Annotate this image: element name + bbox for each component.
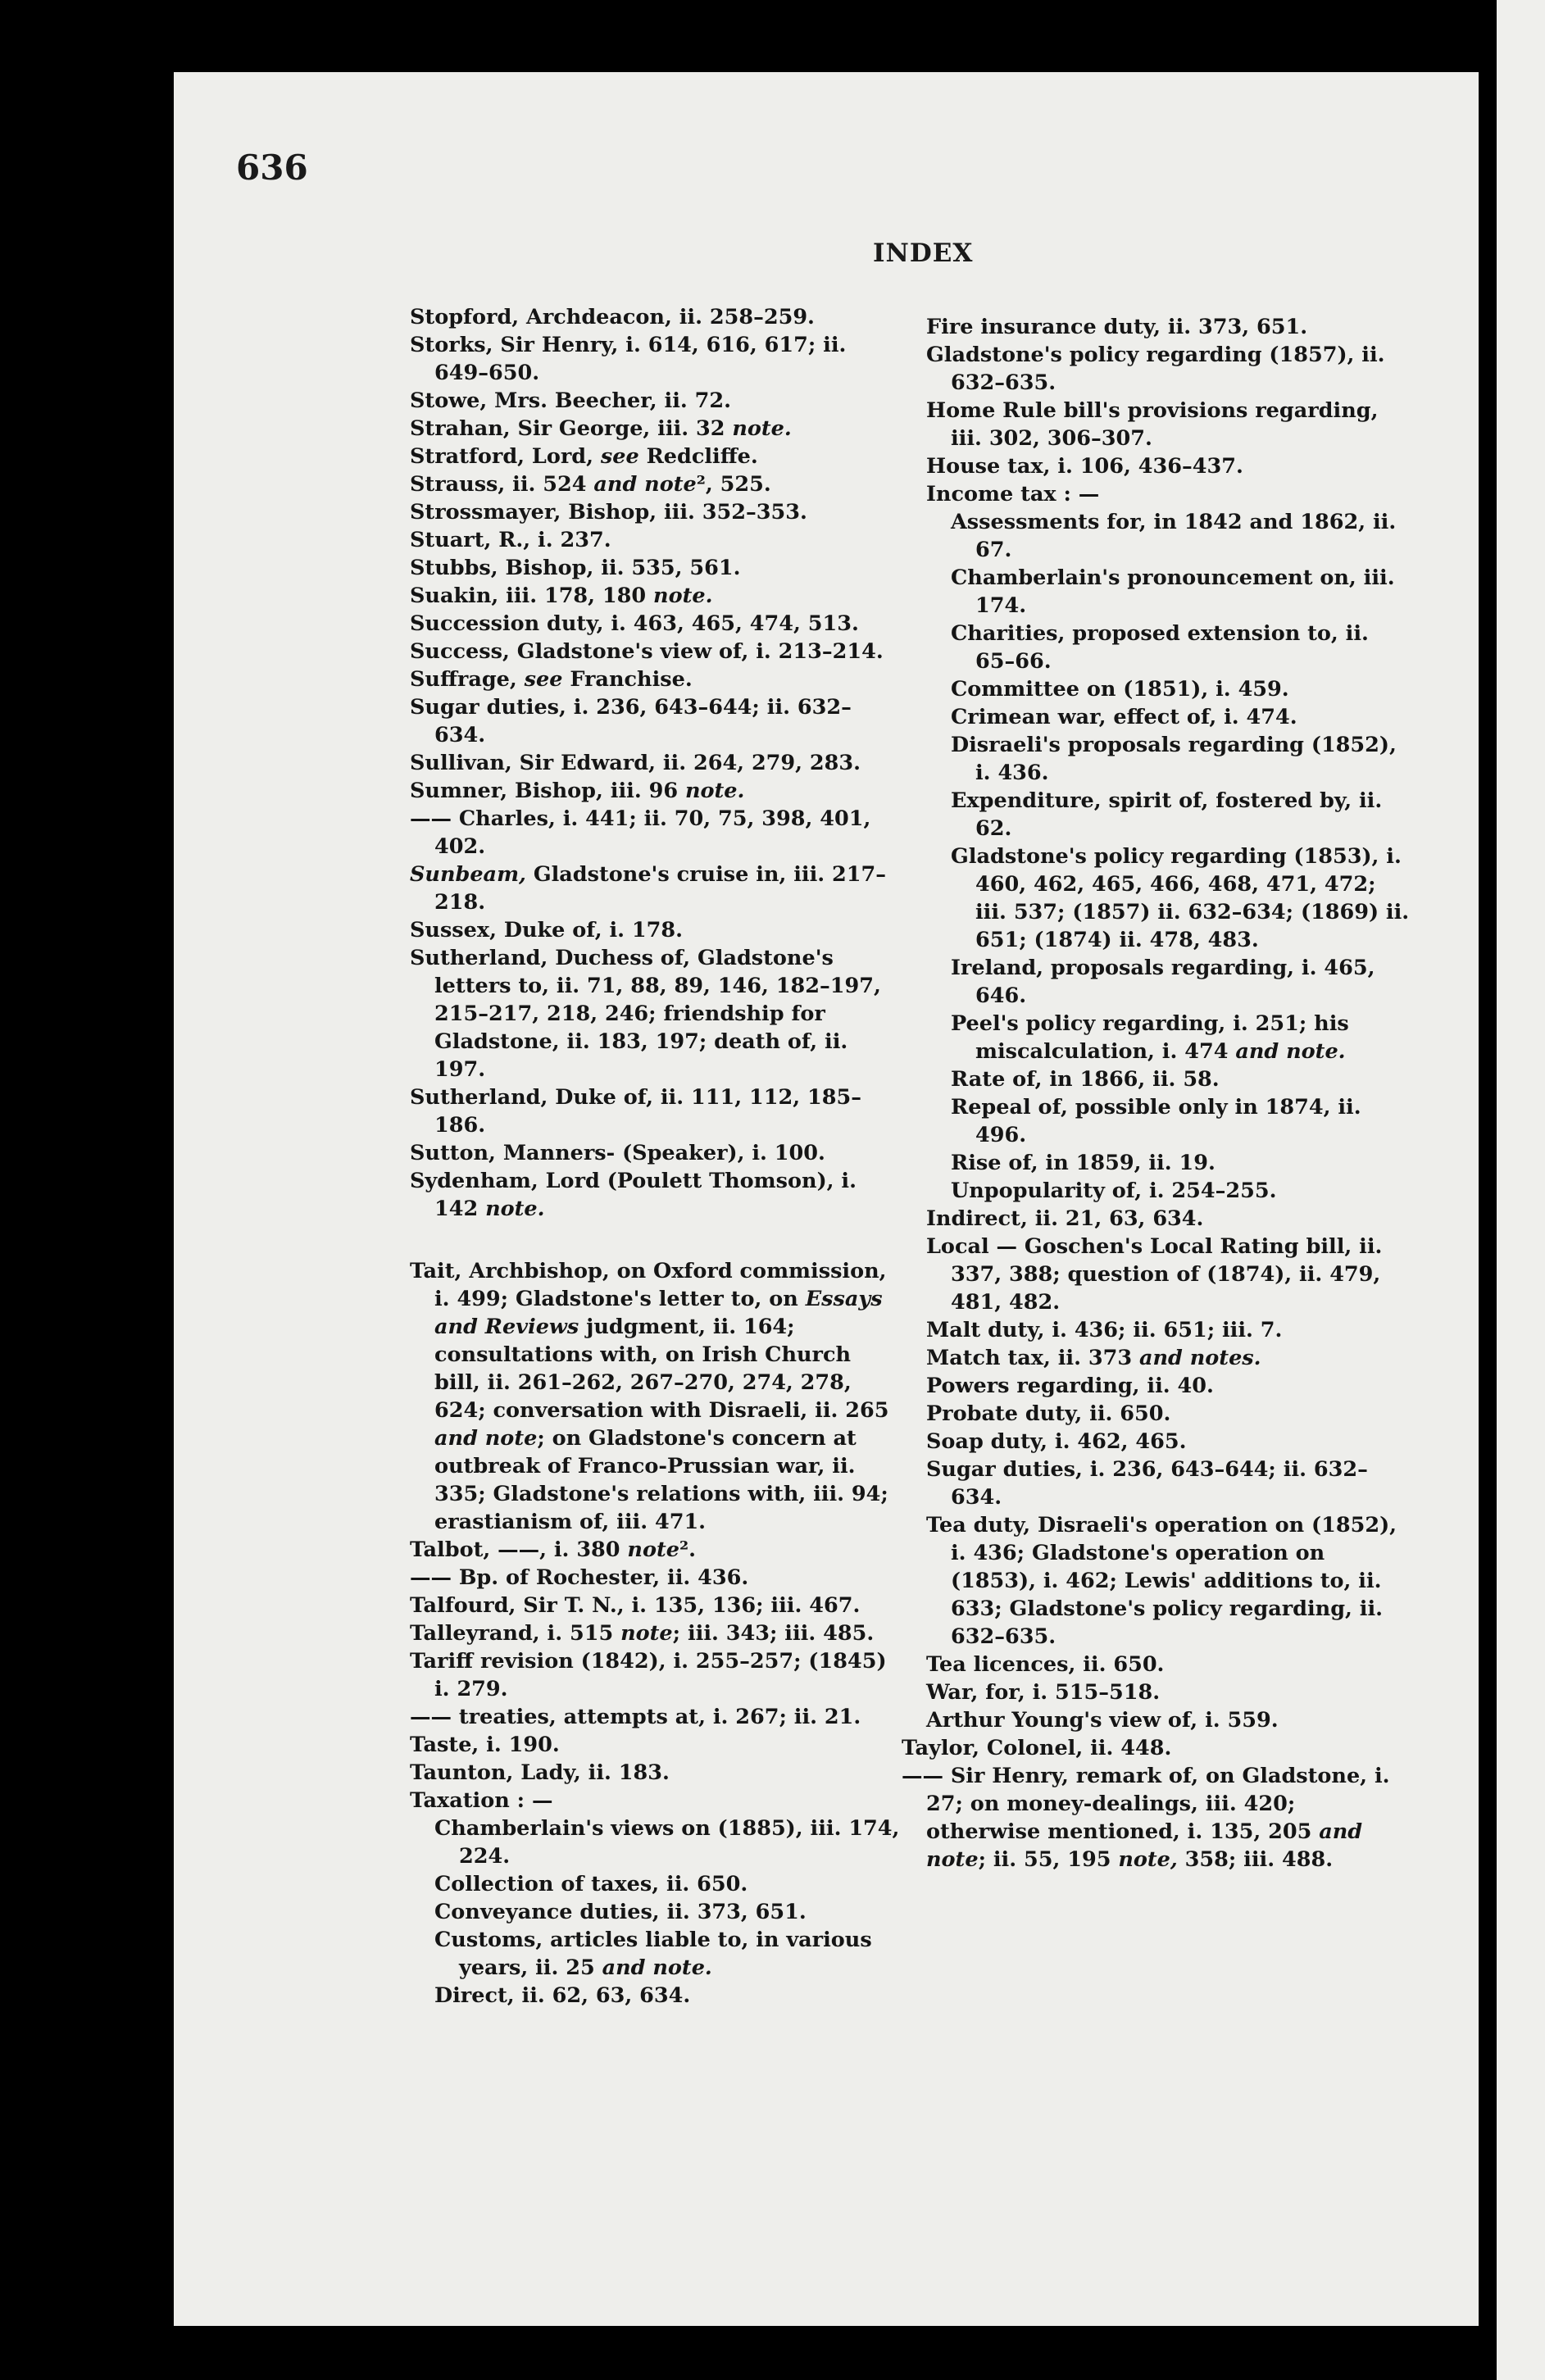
index-entry-text: Sydenham, Lord (Poulett Thomson), i. 142: [410, 1169, 857, 1221]
index-entry-text: Essays and Reviews: [434, 1287, 883, 1339]
index-entry-text: Collection of taxes, ii. 650.: [434, 1872, 748, 1896]
index-entry-text: Unpopularity of, i. 254–255.: [951, 1179, 1277, 1203]
index-entry: [410, 1870, 902, 1898]
index-entry: [410, 1647, 902, 1703]
index-entry-text: Strauss, ii. 524: [410, 472, 594, 497]
index-entry: [410, 693, 902, 749]
index-entry: [410, 805, 902, 861]
index-entry-text: Strahan, Sir George, iii. 32: [410, 416, 733, 441]
index-entry: [902, 452, 1410, 480]
index-entry-text: Suffrage,: [410, 667, 525, 692]
index-entry-text: Talbot, ——, i. 380: [410, 1537, 628, 1562]
index-entry: [410, 1536, 902, 1564]
index-entry: [902, 313, 1410, 341]
index-entry-text: Sugar duties, i. 236, 643–644; ii. 632–634.: [926, 1457, 1368, 1510]
index-entry: [902, 675, 1410, 703]
index-entry-text: and note.: [602, 1955, 712, 1980]
index-entry-text: Fire insurance duty, ii. 373, 651.: [926, 315, 1308, 339]
index-entry-text: note: [620, 1621, 673, 1646]
index-entry: [410, 861, 902, 916]
index-entry-text: Redcliffe.: [638, 444, 758, 469]
adjacent-page-edge: [1497, 0, 1545, 2380]
index-entry-text: Storks, Sir Henry, i. 614, 616, 617; ii. 649–650.: [410, 333, 847, 385]
index-entry: [410, 1898, 902, 1926]
index-column-right: [902, 313, 1410, 1874]
index-entry-text: Indirect, ii. 21, 63, 634.: [926, 1206, 1204, 1231]
index-entry-text: see: [524, 667, 563, 692]
index-entry: [410, 1703, 902, 1731]
index-entry-text: Sullivan, Sir Edward, ii. 264, 279, 283.: [410, 751, 861, 775]
index-entry: [410, 1564, 902, 1592]
index-entry-text: note.: [485, 1197, 545, 1221]
index-entry-text: ; ii. 55, 195: [978, 1847, 1119, 1872]
index-entry-text: ; iii. 343; iii. 485.: [672, 1621, 875, 1646]
index-entry-text: —— Charles, i. 441; ii. 70, 75, 398, 401, 402.: [410, 806, 871, 859]
index-entry: [410, 1787, 902, 1815]
index-entry-text: Suakin, iii. 178, 180: [410, 584, 654, 608]
index-entry-text: Gladstone's cruise in, iii. 217–218.: [434, 862, 887, 915]
index-entry-text: ².: [679, 1537, 697, 1562]
index-entry: [902, 1372, 1410, 1400]
index-entry: [902, 703, 1410, 731]
index-entry: [410, 303, 902, 331]
index-entry: [902, 1344, 1410, 1372]
index-entry: [902, 1678, 1410, 1706]
index-entry: [410, 1731, 902, 1759]
index-entry-text: Stratford, Lord,: [410, 444, 601, 469]
index-entry-text: note.: [684, 779, 745, 803]
index-entry-text: Sutton, Manners- (Speaker), i. 100.: [410, 1141, 825, 1165]
index-entry-text: —— Bp. of Rochester, ii. 436.: [410, 1565, 749, 1590]
index-entry-text: Soap duty, i. 462, 465.: [926, 1429, 1187, 1454]
index-entry-text: Taste, i. 190.: [410, 1733, 560, 1757]
index-entry-text: Success, Gladstone's view of, i. 213–214.: [410, 639, 884, 664]
index-entry-text: Stuart, R., i. 237.: [410, 528, 611, 552]
index-entry-text: Strossmayer, Bishop, iii. 352–353.: [410, 500, 807, 525]
running-head: INDEX: [873, 238, 974, 268]
index-entry-text: —— Sir Henry, remark of, on Gladstone, i. 27; on money-dealings, iii. 420; otherwise mentioned, i. 135, 205: [902, 1764, 1390, 1844]
index-entry-text: Home Rule bill's provisions regarding, iii. 302, 306–307.: [926, 398, 1379, 451]
index-entry: [410, 1139, 902, 1167]
index-entry: [902, 787, 1410, 843]
index-entry-text: Sumner, Bishop, iii. 96: [410, 779, 685, 803]
index-entry-text: Income tax : —: [926, 482, 1100, 506]
index-entry: [410, 1619, 902, 1647]
index-entry: [410, 777, 902, 805]
index-entry-text: note: [627, 1537, 679, 1562]
index-entry-text: Stopford, Archdeacon, ii. 258–259.: [410, 305, 815, 329]
index-entry-text: Conveyance duties, ii. 373, 651.: [434, 1900, 807, 1924]
index-entry-text: Customs, articles liable to, in various years, ii. 25: [434, 1928, 872, 1980]
index-entry-text: Taunton, Lady, ii. 183.: [410, 1760, 670, 1785]
index-entry: [902, 843, 1410, 954]
index-entry-text: Talfourd, Sir T. N., i. 135, 136; iii. 467.: [410, 1593, 861, 1618]
index-entry: [902, 1511, 1410, 1651]
index-entry: [902, 564, 1410, 620]
index-entry: [902, 954, 1410, 1010]
index-entry: [410, 749, 902, 777]
index-entry-text: and notes.: [1138, 1346, 1261, 1370]
index-entry-text: note.: [732, 416, 792, 441]
index-entry: [410, 638, 902, 665]
index-entry: [410, 470, 902, 498]
index-entry-text: Stubbs, Bishop, ii. 535, 561.: [410, 556, 741, 580]
index-entry-text: Sunbeam,: [410, 862, 526, 887]
index-entry: [902, 1010, 1410, 1065]
index-entry: [902, 397, 1410, 452]
index-entry-text: Disraeli's proposals regarding (1852), i. 436.: [951, 733, 1397, 785]
index-entry-text: judgment, ii. 164; consultations with, on Irish Church bill, ii. 261–262, 267–270, 274, 278, 624; conversation with Disraeli, ii. 265: [434, 1315, 889, 1423]
index-entry-text: Stowe, Mrs. Beecher, ii. 72.: [410, 388, 732, 413]
index-entry-text: Gladstone's policy regarding (1853), i. 460, 462, 465, 466, 468, 471, 472; iii. 537; (1857) ii. 632–634; (1869) ii. 651; (1874) ii. 478, 483.: [951, 844, 1410, 952]
index-entry: [902, 1233, 1410, 1316]
index-entry-text: Sutherland, Duchess of, Gladstone's letters to, ii. 71, 88, 89, 146, 182–197, 215–217, 218, 246; friendship for Gladstone, ii. 183, 197; death of, ii. 197.: [410, 946, 881, 1082]
index-entry: [410, 415, 902, 443]
index-entry-text: Ireland, proposals regarding, i. 465, 646.: [951, 956, 1375, 1008]
index-entry: [902, 1205, 1410, 1233]
index-entry-text: Chamberlain's pronouncement on, iii. 174.: [951, 565, 1395, 618]
index-entry: [410, 331, 902, 387]
index-entry-text: Powers regarding, ii. 40.: [926, 1374, 1214, 1398]
index-entry: [410, 526, 902, 554]
index-entry-text: Charities, proposed extension to, ii. 65–66.: [951, 621, 1369, 674]
index-entry: [410, 1926, 902, 1982]
index-entry: [410, 1083, 902, 1139]
index-entry-text: Local — Goschen's Local Rating bill, ii. 337, 388; question of (1874), ii. 479, 481, 482.: [926, 1234, 1383, 1315]
index-entry: [902, 1706, 1410, 1734]
index-entry: [410, 944, 902, 1083]
index-entry-text: Sugar duties, i. 236, 643–644; ii. 632–634.: [410, 695, 852, 747]
index-entry-text: Match tax, ii. 373: [926, 1346, 1139, 1370]
index-entry-text: Rise of, in 1859, ii. 19.: [951, 1151, 1216, 1175]
index-entry: [410, 610, 902, 638]
index-entry-text: House tax, i. 106, 436–437.: [926, 454, 1243, 479]
index-entry-text: —— treaties, attempts at, i. 267; ii. 21.: [410, 1705, 861, 1729]
index-entry-text: Tariff revision (1842), i. 255–257; (1845) i. 279.: [410, 1649, 887, 1701]
index-entry: [902, 480, 1410, 508]
index-entry: [902, 1762, 1410, 1874]
index-entry-text: 358; iii. 488.: [1177, 1847, 1334, 1872]
index-entry-text: Crimean war, effect of, i. 474.: [951, 705, 1297, 729]
index-entry: [410, 1257, 902, 1536]
index-entry-text: Tea duty, Disraeli's operation on (1852), i. 436; Gladstone's operation on (1853), i. 462; Lewis' additions to, ii. 633; Gladstone's policy regarding, ii. 632–635.: [926, 1513, 1397, 1649]
index-entry-text: Tait, Archbishop, on Oxford commission, i. 499; Gladstone's letter to, on: [410, 1259, 887, 1311]
index-entry: [902, 1316, 1410, 1344]
index-entry: [902, 1149, 1410, 1177]
index-entry-text: Taxation : —: [410, 1788, 553, 1813]
index-entry: [902, 1065, 1410, 1093]
index-entry-text: Talleyrand, i. 515: [410, 1621, 621, 1646]
index-entry-text: Sutherland, Duke of, ii. 111, 112, 185–186.: [410, 1085, 861, 1138]
index-column-left: [410, 303, 902, 2010]
index-entry-text: note,: [1118, 1847, 1178, 1872]
index-entry-text: and note: [434, 1426, 538, 1451]
index-entry: [902, 1093, 1410, 1149]
index-entry: [902, 620, 1410, 675]
index-entry-text: Peel's policy regarding, i. 251; his miscalculation, i. 474: [951, 1011, 1349, 1064]
index-entry: [902, 1734, 1410, 1762]
index-entry: [902, 341, 1410, 397]
index-entry-text: Assessments for, in 1842 and 1862, ii. 67.: [951, 510, 1397, 562]
index-entry-text: note.: [653, 584, 713, 608]
page-number: 636: [236, 148, 308, 188]
index-entry: [902, 1456, 1410, 1511]
index-entry: [410, 1982, 902, 2010]
index-entry-text: Sussex, Duke of, i. 178.: [410, 918, 683, 942]
index-entry-text: Chamberlain's views on (1885), iii. 174, 224.: [434, 1816, 900, 1869]
index-entry: [902, 731, 1410, 787]
index-entry-text: Succession duty, i. 463, 465, 474, 513.: [410, 611, 859, 636]
index-entry-text: Direct, ii. 62, 63, 634.: [434, 1983, 691, 2008]
index-entry-text: Gladstone's policy regarding (1857), ii. 632–635.: [926, 343, 1385, 395]
index-entry-text: ², 525.: [696, 472, 771, 497]
index-entry-text: and note: [593, 472, 697, 497]
index-entry: [902, 1177, 1410, 1205]
index-entry: [410, 443, 902, 470]
index-entry: [410, 1815, 902, 1870]
index-entry: [902, 508, 1410, 564]
index-entry: [410, 665, 902, 693]
index-entry-text: Franchise.: [562, 667, 693, 692]
index-entry: [410, 498, 902, 526]
index-entry-text: see: [600, 444, 639, 469]
index-entry-text: Taylor, Colonel, ii. 448.: [902, 1736, 1172, 1760]
index-entry-text: and note.: [1235, 1039, 1346, 1064]
index-entry: [410, 1592, 902, 1619]
index-entry-text: Expenditure, spirit of, fostered by, ii. 62.: [951, 788, 1383, 841]
index-entry: [902, 1651, 1410, 1678]
index-entry-text: Repeal of, possible only in 1874, ii. 496.: [951, 1095, 1361, 1147]
index-entry-text: Rate of, in 1866, ii. 58.: [951, 1067, 1220, 1092]
section-gap: [410, 1223, 902, 1257]
index-entry-text: Tea licences, ii. 650.: [926, 1652, 1165, 1677]
index-entry-text: Committee on (1851), i. 459.: [951, 677, 1289, 702]
index-entry-text: Probate duty, ii. 650.: [926, 1401, 1171, 1426]
index-entry: [902, 1400, 1410, 1428]
index-entry: [410, 1759, 902, 1787]
index-entry: [410, 554, 902, 582]
index-entry-text: Malt duty, i. 436; ii. 651; iii. 7.: [926, 1318, 1283, 1342]
index-entry-text: Arthur Young's view of, i. 559.: [926, 1708, 1279, 1733]
index-entry: [410, 916, 902, 944]
index-entry-text: War, for, i. 515–518.: [926, 1680, 1161, 1705]
index-entry-text: ; on Gladstone's concern at outbreak of Franco-Prussian war, ii. 335; Gladstone's relations with, iii. 94; erastianism of, iii. 471.: [434, 1426, 888, 1534]
index-entry-text: and note: [926, 1819, 1363, 1872]
index-entry: [410, 387, 902, 415]
index-entry: [902, 1428, 1410, 1456]
index-entry: [410, 582, 902, 610]
index-entry: [410, 1167, 902, 1223]
